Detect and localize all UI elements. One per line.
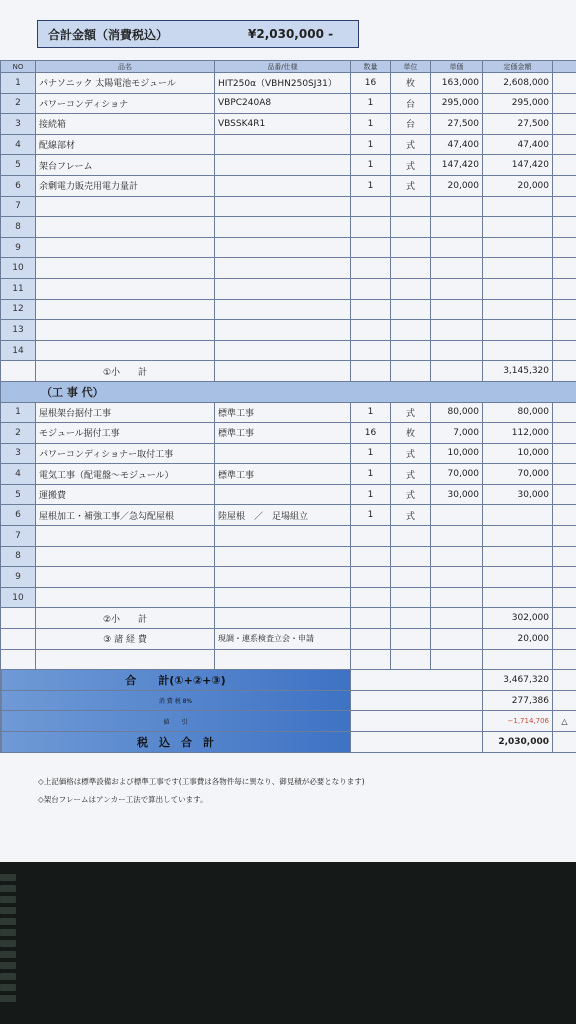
cell-name: パワーコンディショナー取付工事 — [36, 443, 215, 464]
cell-qty — [351, 340, 391, 361]
table-row — [1, 464, 576, 485]
table-row — [1, 505, 576, 526]
table-row — [1, 114, 576, 135]
table-row — [1, 402, 576, 423]
cell-spec — [215, 340, 351, 361]
tax-row — [1, 690, 576, 711]
table-row — [1, 175, 576, 196]
cell-unit — [391, 278, 431, 299]
cell-unit: 式 — [391, 134, 431, 155]
cell-name: モジュール据付工事 — [36, 423, 215, 444]
cell-price: 80,000 — [431, 402, 483, 423]
cell-price — [431, 567, 483, 588]
cell-qty — [351, 237, 391, 258]
construction-subtotal-value: 302,000 — [483, 608, 553, 629]
cell-name — [36, 526, 215, 547]
table-row — [1, 217, 576, 238]
cell-unit — [391, 237, 431, 258]
cell-qty — [351, 526, 391, 547]
table-row — [1, 340, 576, 361]
table-row — [1, 196, 576, 217]
table-header — [1, 61, 576, 73]
equipment-subtotal-row — [1, 361, 576, 382]
cell-amount — [483, 217, 553, 238]
table-row — [1, 546, 576, 567]
cell-name: 配線部材 — [36, 134, 215, 155]
cell-no: 4 — [1, 464, 36, 485]
cell-spec — [215, 320, 351, 341]
cell-spec — [215, 258, 351, 279]
cell-price: 30,000 — [431, 484, 483, 505]
cell-no: 2 — [1, 423, 36, 444]
cell-spec — [215, 443, 351, 464]
cell-name — [36, 546, 215, 567]
cell-amount — [483, 237, 553, 258]
cell-spec — [215, 567, 351, 588]
cell-qty — [351, 320, 391, 341]
cell-amount — [483, 320, 553, 341]
cell-amount: 80,000 — [483, 402, 553, 423]
col-no: NO — [1, 61, 36, 73]
cell-name — [36, 258, 215, 279]
expenses-row — [1, 629, 576, 650]
table-row — [1, 320, 576, 341]
cell-spec — [215, 134, 351, 155]
col-name: 品名 — [36, 61, 215, 73]
col-spec: 品番/仕様 — [215, 61, 351, 73]
cell-spec — [215, 546, 351, 567]
sum-total-label: 合 計(①+②+③) — [1, 670, 351, 691]
cell-no: 14 — [1, 340, 36, 361]
cell-price — [431, 505, 483, 526]
cell-unit — [391, 567, 431, 588]
construction-rows — [1, 402, 576, 608]
cell-price — [431, 299, 483, 320]
discount-label: 値 引 — [1, 711, 351, 732]
cell-price: 295,000 — [431, 93, 483, 114]
grand-total-label: 税 込 合 計 — [1, 732, 351, 753]
cell-qty: 1 — [351, 134, 391, 155]
col-price: 単価 — [431, 61, 483, 73]
cell-qty: 16 — [351, 423, 391, 444]
cell-no: 7 — [1, 196, 36, 217]
cell-price — [431, 526, 483, 547]
cell-qty: 1 — [351, 443, 391, 464]
cell-name: 電気工事（配電盤～モジュール） — [36, 464, 215, 485]
cell-no: 3 — [1, 443, 36, 464]
note-1: ◇上記価格は標準設備および標準工事です(工事費は各物件毎に異なり、御見積が必要となります) — [38, 777, 365, 786]
cell-unit: 式 — [391, 402, 431, 423]
cell-unit — [391, 217, 431, 238]
cell-unit: 枚 — [391, 73, 431, 94]
cell-name: パワーコンディショナ — [36, 93, 215, 114]
discount-value: −1,714,706 — [483, 711, 553, 732]
cell-amount: 70,000 — [483, 464, 553, 485]
cell-unit — [391, 196, 431, 217]
equipment-subtotal-label: ①小 計 — [36, 361, 215, 382]
cell-no: 12 — [1, 299, 36, 320]
cell-price — [431, 237, 483, 258]
cell-unit: 式 — [391, 464, 431, 485]
cell-price — [431, 196, 483, 217]
col-unit: 単位 — [391, 61, 431, 73]
table-row — [1, 299, 576, 320]
construction-section-row — [1, 381, 576, 402]
cell-amount: 2,608,000 — [483, 73, 553, 94]
cell-qty: 1 — [351, 93, 391, 114]
cell-name: 架台フレーム — [36, 155, 215, 176]
cell-amount: 295,000 — [483, 93, 553, 114]
cell-unit — [391, 546, 431, 567]
cell-name — [36, 587, 215, 608]
cell-price — [431, 587, 483, 608]
cell-qty: 16 — [351, 73, 391, 94]
cell-no: 8 — [1, 546, 36, 567]
cell-unit — [391, 258, 431, 279]
cell-qty: 1 — [351, 464, 391, 485]
note-2: ◇架台フレームはアンカー工法で算出しています。 — [38, 795, 208, 804]
cell-spec — [215, 587, 351, 608]
cell-name: 余剰電力販売用電力量計 — [36, 175, 215, 196]
construction-section-label: （工 事 代） — [1, 381, 576, 402]
cell-amount — [483, 340, 553, 361]
table-row — [1, 567, 576, 588]
cell-no: 2 — [1, 93, 36, 114]
cell-spec: 標準工事 — [215, 402, 351, 423]
cell-no: 8 — [1, 217, 36, 238]
cell-price — [431, 258, 483, 279]
cell-no: 1 — [1, 73, 36, 94]
cell-unit — [391, 587, 431, 608]
col-empty — [553, 61, 576, 73]
cell-qty: 1 — [351, 114, 391, 135]
cell-no: 3 — [1, 114, 36, 135]
grand-total-before-tax-row — [1, 670, 576, 691]
table-row — [1, 258, 576, 279]
table-row — [1, 423, 576, 444]
table-row — [1, 484, 576, 505]
cell-no: 5 — [1, 155, 36, 176]
cell-no: 7 — [1, 526, 36, 547]
cell-qty: 1 — [351, 175, 391, 196]
cell-amount — [483, 505, 553, 526]
cell-no: 6 — [1, 175, 36, 196]
cell-qty: 1 — [351, 484, 391, 505]
table-row — [1, 237, 576, 258]
cell-qty — [351, 546, 391, 567]
cell-price: 163,000 — [431, 73, 483, 94]
construction-subtotal-row — [1, 608, 576, 629]
cell-spec — [215, 217, 351, 238]
tax-value: 277,386 — [483, 690, 553, 711]
cell-amount — [483, 299, 553, 320]
cell-price: 27,500 — [431, 114, 483, 135]
cell-name: パナソニック 太陽電池モジュール — [36, 73, 215, 94]
cell-spec — [215, 278, 351, 299]
cell-unit — [391, 526, 431, 547]
cell-amount — [483, 196, 553, 217]
cell-amount: 47,400 — [483, 134, 553, 155]
table-row — [1, 526, 576, 547]
expenses-label: ③ 諸 経 費 — [36, 629, 215, 650]
total-amount-value: ¥2,030,000 - — [248, 27, 334, 41]
cell-no: 4 — [1, 134, 36, 155]
col-amount: 定価金額 — [483, 61, 553, 73]
cell-price: 147,420 — [431, 155, 483, 176]
cell-no: 9 — [1, 237, 36, 258]
cell-amount — [483, 258, 553, 279]
cell-no: 10 — [1, 258, 36, 279]
cell-unit: 式 — [391, 505, 431, 526]
cell-no: 9 — [1, 567, 36, 588]
cell-amount — [483, 278, 553, 299]
cell-name — [36, 237, 215, 258]
cell-name — [36, 278, 215, 299]
cell-no: 11 — [1, 278, 36, 299]
cell-qty: 1 — [351, 505, 391, 526]
cell-qty — [351, 258, 391, 279]
grand-total-value: 2,030,000 — [483, 732, 553, 753]
cell-unit: 台 — [391, 114, 431, 135]
cell-spec — [215, 237, 351, 258]
cell-no: 1 — [1, 402, 36, 423]
cell-amount: 112,000 — [483, 423, 553, 444]
blank-row — [1, 649, 576, 670]
cell-price: 20,000 — [431, 175, 483, 196]
cell-qty — [351, 278, 391, 299]
discount-row — [1, 711, 576, 732]
cell-unit: 式 — [391, 443, 431, 464]
cell-qty — [351, 217, 391, 238]
cell-amount — [483, 567, 553, 588]
cell-spec — [215, 526, 351, 547]
cell-price: 10,000 — [431, 443, 483, 464]
cell-spec: VBPC240A8 — [215, 93, 351, 114]
table-row — [1, 278, 576, 299]
total-amount-label: 合計金額（消費税込） — [48, 27, 169, 42]
cell-name — [36, 320, 215, 341]
cell-spec — [215, 175, 351, 196]
sum-total-value: 3,467,320 — [483, 670, 553, 691]
cell-price: 70,000 — [431, 464, 483, 485]
cell-spec: 標準工事 — [215, 464, 351, 485]
cell-amount: 30,000 — [483, 484, 553, 505]
cell-name — [36, 217, 215, 238]
table-row — [1, 155, 576, 176]
cell-spec — [215, 299, 351, 320]
cell-amount: 20,000 — [483, 175, 553, 196]
cell-qty: 1 — [351, 402, 391, 423]
cell-no: 13 — [1, 320, 36, 341]
cell-amount — [483, 587, 553, 608]
grand-total-row — [1, 732, 576, 753]
table-row — [1, 587, 576, 608]
table-row — [1, 443, 576, 464]
keyboard-edge — [0, 870, 20, 1020]
equipment-rows — [1, 73, 576, 361]
construction-subtotal-label: ②小 計 — [36, 608, 215, 629]
table-row — [1, 134, 576, 155]
cell-price — [431, 546, 483, 567]
cell-no: 10 — [1, 587, 36, 608]
tax-label: 消 費 税 8% — [1, 690, 351, 711]
cell-amount: 27,500 — [483, 114, 553, 135]
cell-spec: VBSSK4R1 — [215, 114, 351, 135]
cell-name — [36, 567, 215, 588]
cell-unit: 式 — [391, 484, 431, 505]
cell-qty: 1 — [351, 155, 391, 176]
cell-price: 7,000 — [431, 423, 483, 444]
cell-qty — [351, 196, 391, 217]
cell-name: 屋根加工・補強工事／急勾配屋根 — [36, 505, 215, 526]
discount-mark: △ — [553, 711, 576, 732]
cell-amount — [483, 526, 553, 547]
expenses-value: 20,000 — [483, 629, 553, 650]
total-amount-box — [37, 20, 359, 48]
cell-spec — [215, 484, 351, 505]
cell-unit — [391, 320, 431, 341]
cell-unit: 式 — [391, 155, 431, 176]
expenses-spec: 現調・連系検査立会・申請 — [215, 629, 351, 650]
cell-unit: 式 — [391, 175, 431, 196]
cell-qty — [351, 587, 391, 608]
cell-price — [431, 340, 483, 361]
cell-spec — [215, 155, 351, 176]
desk-background — [0, 862, 576, 1024]
cell-no: 6 — [1, 505, 36, 526]
cell-price — [431, 320, 483, 341]
cell-spec: HIT250α（VBHN250SJ31） — [215, 73, 351, 94]
cell-amount: 147,420 — [483, 155, 553, 176]
cell-amount — [483, 546, 553, 567]
table-row — [1, 73, 576, 94]
table-row — [1, 93, 576, 114]
estimate-table — [0, 60, 576, 753]
col-qty: 数量 — [351, 61, 391, 73]
cell-no: 5 — [1, 484, 36, 505]
cell-price: 47,400 — [431, 134, 483, 155]
summary-block — [1, 670, 576, 752]
cell-name — [36, 299, 215, 320]
cell-name — [36, 196, 215, 217]
cell-spec: 標準工事 — [215, 423, 351, 444]
equipment-subtotal-value: 3,145,320 — [483, 361, 553, 382]
cell-name: 接続箱 — [36, 114, 215, 135]
cell-spec: 陸屋根 ／ 足場組立 — [215, 505, 351, 526]
cell-unit: 枚 — [391, 423, 431, 444]
cell-amount: 10,000 — [483, 443, 553, 464]
cell-name — [36, 340, 215, 361]
cell-unit: 台 — [391, 93, 431, 114]
cell-name: 運搬費 — [36, 484, 215, 505]
cell-spec — [215, 196, 351, 217]
cell-name: 屋根架台据付工事 — [36, 402, 215, 423]
cell-price — [431, 217, 483, 238]
cell-qty — [351, 567, 391, 588]
cell-price — [431, 278, 483, 299]
cell-qty — [351, 299, 391, 320]
cell-unit — [391, 299, 431, 320]
cell-unit — [391, 340, 431, 361]
